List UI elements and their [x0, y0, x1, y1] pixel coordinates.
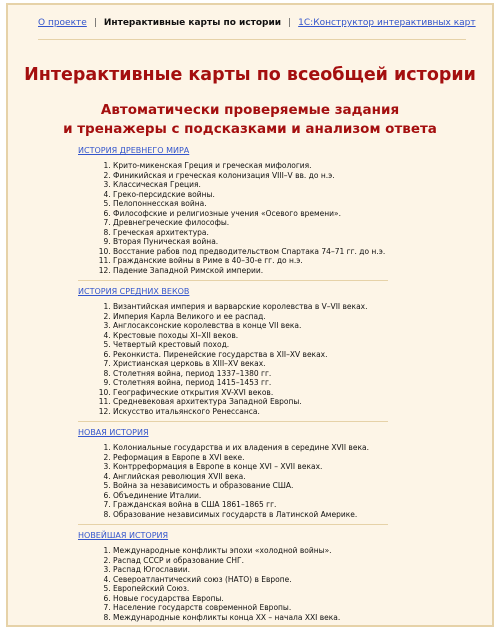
list-item[interactable]: 10. Восстание рабов под предводительством Спартака 74–71 гг. до н.э. — [113, 247, 478, 257]
list-item[interactable]: 6. Объединение Италии. — [113, 491, 478, 501]
section-divider — [78, 421, 388, 422]
nav-separator: | — [93, 18, 97, 28]
list-item[interactable]: 7. Население государств современной Европы. — [113, 603, 478, 613]
list-item[interactable]: 12. Искусство итальянского Ренессанса. — [113, 407, 478, 417]
list-item[interactable]: 4. Североатлантический союз (НАТО) в Европе. — [113, 575, 478, 585]
section-list-ancient — [78, 161, 478, 275]
list-item[interactable]: 2. Империя Карла Великого и ее распад. — [113, 312, 478, 322]
nav-separator: | — [288, 18, 292, 28]
list-item[interactable]: 3. Классическая Греция. — [113, 180, 478, 190]
list-item[interactable]: 8. Международные конфликты конца XX – начала XXI века. — [113, 613, 478, 623]
subtitle-line-1: Автоматически проверяемые задания — [100, 102, 400, 118]
section-link-ancient[interactable]: ИСТОРИЯ ДРЕВНЕГО МИРА — [78, 146, 190, 155]
list-item[interactable]: 5. Четвертый крестовый поход. — [113, 340, 478, 350]
nav-divider — [38, 39, 466, 40]
list-item[interactable]: 9. Столетняя война, период 1415–1453 гг. — [113, 378, 478, 388]
list-item[interactable]: 8. Образование независимых государств в Латинской Америке. — [113, 510, 478, 520]
list-item[interactable]: 1. Крито-микенская Греция и греческая мифология. — [113, 161, 478, 171]
list-item[interactable]: 6. Реконкиста. Пиренейские государства в XII–XV веках. — [113, 350, 478, 360]
list-item[interactable]: 6. Новые государства Европы. — [113, 594, 478, 604]
list-item[interactable]: 5. Война за независимость и образование США. — [113, 481, 478, 491]
list-item[interactable]: 5. Европейский Союз. — [113, 584, 478, 594]
list-item[interactable]: 2. Распад СССР и образование СНГ. — [113, 556, 478, 566]
nav-current-page: Интерактивные карты по истории — [103, 18, 282, 28]
top-navigation — [38, 17, 478, 30]
list-item[interactable]: 3. Англосаксонские королевства в конце VII века. — [113, 321, 478, 331]
section-list-modern — [78, 443, 478, 519]
list-item[interactable]: 8. Столетняя война, период 1337–1380 гг. — [113, 369, 478, 379]
list-item[interactable]: 2. Финикийская и греческая колонизация VIII–V вв. до н.э. — [113, 171, 478, 181]
list-item[interactable]: 4. Греко-персидские войны. — [113, 190, 478, 200]
list-item[interactable]: 1. Колониальные государства и их владения в середине XVII века. — [113, 443, 478, 453]
list-item[interactable]: 7. Христианская церковь в XIII–XV веках. — [113, 359, 478, 369]
subtitle-line-2: и тренажеры с подсказками и анализом ответа — [63, 121, 437, 137]
list-item[interactable]: 3. Распад Югославии. — [113, 565, 478, 575]
list-item[interactable]: 3. Контрреформация в Европе в конце XVI – XVII веках. — [113, 462, 478, 472]
section-divider — [78, 280, 388, 281]
list-item[interactable]: 11. Средневековая архитектура Западной Европы. — [113, 397, 478, 407]
nav-link-about[interactable]: О проекте — [38, 18, 87, 28]
list-item[interactable]: 10. Географические открытия XV-XVI веков. — [113, 388, 478, 398]
list-item[interactable]: 5. Пелопоннесская война. — [113, 199, 478, 209]
section-divider — [78, 524, 388, 525]
list-item[interactable]: 7. Древнегреческие философы. — [113, 218, 478, 228]
list-item[interactable]: 4. Английская революция XVII века. — [113, 472, 478, 482]
list-item[interactable]: 1. Византийская империя и варварские королевства в V–VII веках. — [113, 302, 478, 312]
list-item[interactable]: 6. Философские и религиозные учения «Осевого времени». — [113, 209, 478, 219]
list-item[interactable]: 9. Вторая Пуническая война. — [113, 237, 478, 247]
list-item[interactable]: 1. Международные конфликты эпохи «холодной войны». — [113, 546, 478, 556]
list-item[interactable]: 7. Гражданская война в США 1861–1865 гг. — [113, 500, 478, 510]
section-list-contemporary — [78, 546, 478, 622]
section-list-middle-ages — [78, 302, 478, 416]
page-title: Интерактивные карты по всеобщей истории — [24, 65, 476, 85]
list-item[interactable]: 4. Крестовые походы XI–XII веков. — [113, 331, 478, 341]
section-link-modern[interactable]: НОВАЯ ИСТОРИЯ — [78, 428, 149, 437]
nav-link-constructor[interactable]: 1С:Конструктор интерактивных карт — [298, 18, 476, 28]
section-link-middle-ages[interactable]: ИСТОРИЯ СРЕДНИХ ВЕКОВ — [78, 287, 190, 296]
sections-container — [78, 145, 478, 622]
list-item[interactable]: 2. Реформация в Европе в XVI веке. — [113, 453, 478, 463]
list-item[interactable]: 8. Греческая архитектура. — [113, 228, 478, 238]
page-subtitle — [8, 101, 492, 139]
page-frame — [6, 3, 494, 627]
list-item[interactable]: 12. Падение Западной Римской империи. — [113, 266, 478, 276]
section-link-contemporary[interactable]: НОВЕЙШАЯ ИСТОРИЯ — [78, 531, 169, 540]
list-item[interactable]: 11. Гражданские войны в Риме в 40–30-е гг. до н.э. — [113, 256, 478, 266]
